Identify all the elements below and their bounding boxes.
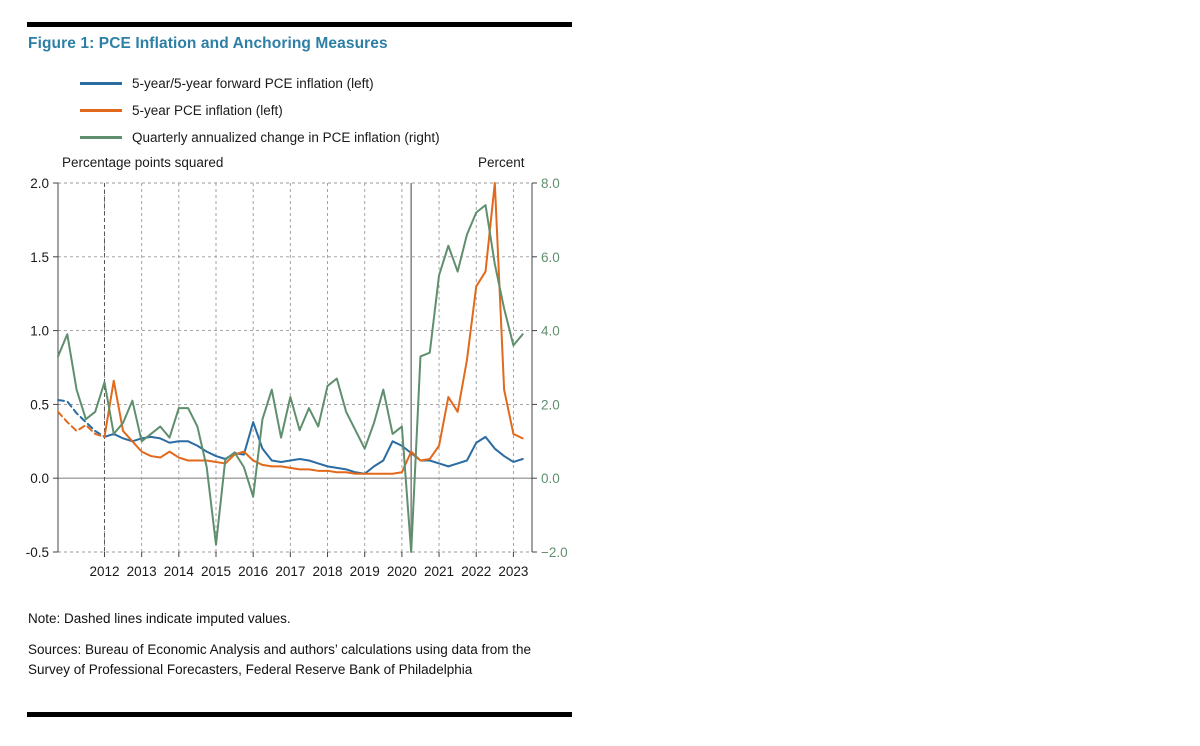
x-tick-label-3: 2015 (200, 564, 232, 579)
y-tick-label-4: 1.5 (30, 249, 49, 265)
chart-svg (0, 0, 600, 741)
y2-tick-label-1: 0.0 (541, 471, 560, 487)
x-tick-label-5: 2017 (275, 564, 306, 579)
x-tick-label-2: 2014 (163, 564, 194, 579)
figure-sources: Sources: Bureau of Economic Analysis and authors’ calculations using data from the Survey of Professional Forecasters, Federal Reserve Bank of Philadelphia (28, 642, 532, 677)
legend-label-2: Quarterly annualized change in PCE inflation (right) (132, 130, 440, 145)
y-tick-label-1: 0.0 (30, 471, 49, 487)
y2-tick-label-0: −2.0 (541, 545, 568, 560)
left-axis-unit-label: Percentage points squared (62, 155, 224, 170)
y-tick-label-2: 0.5 (30, 397, 49, 413)
series-0-solid (104, 422, 522, 474)
series-1-solid (104, 183, 522, 474)
figure-panel (0, 0, 600, 741)
x-tick-label-1: 2013 (126, 564, 157, 579)
figure-title: Figure 1: PCE Inflation and Anchoring Measures (28, 35, 388, 52)
y2-tick-label-3: 4.0 (541, 323, 560, 339)
figure-note: Note: Dashed lines indicate imputed values. (28, 611, 291, 626)
y-tick-label-0: -0.5 (25, 545, 49, 560)
y-tick-label-5: 2.0 (30, 176, 49, 191)
y2-tick-label-2: 2.0 (541, 397, 560, 413)
x-tick-label-11: 2023 (498, 564, 529, 579)
y-tick-label-3: 1.0 (30, 323, 49, 339)
x-tick-label-0: 2012 (89, 564, 120, 579)
y2-tick-label-5: 8.0 (541, 176, 560, 191)
right-axis-unit-label: Percent (478, 155, 525, 170)
x-tick-label-6: 2018 (312, 564, 343, 579)
legend-label-1: 5-year PCE inflation (left) (132, 103, 283, 118)
x-tick-label-10: 2022 (461, 564, 492, 579)
legend-label-0: 5-year/5-year forward PCE inflation (left) (132, 76, 374, 91)
x-tick-label-7: 2019 (349, 564, 380, 579)
x-tick-label-4: 2016 (238, 564, 269, 579)
x-tick-label-8: 2020 (386, 564, 417, 579)
x-tick-label-9: 2021 (424, 564, 455, 579)
y2-tick-label-4: 6.0 (541, 249, 560, 265)
chart-plot (0, 0, 600, 741)
